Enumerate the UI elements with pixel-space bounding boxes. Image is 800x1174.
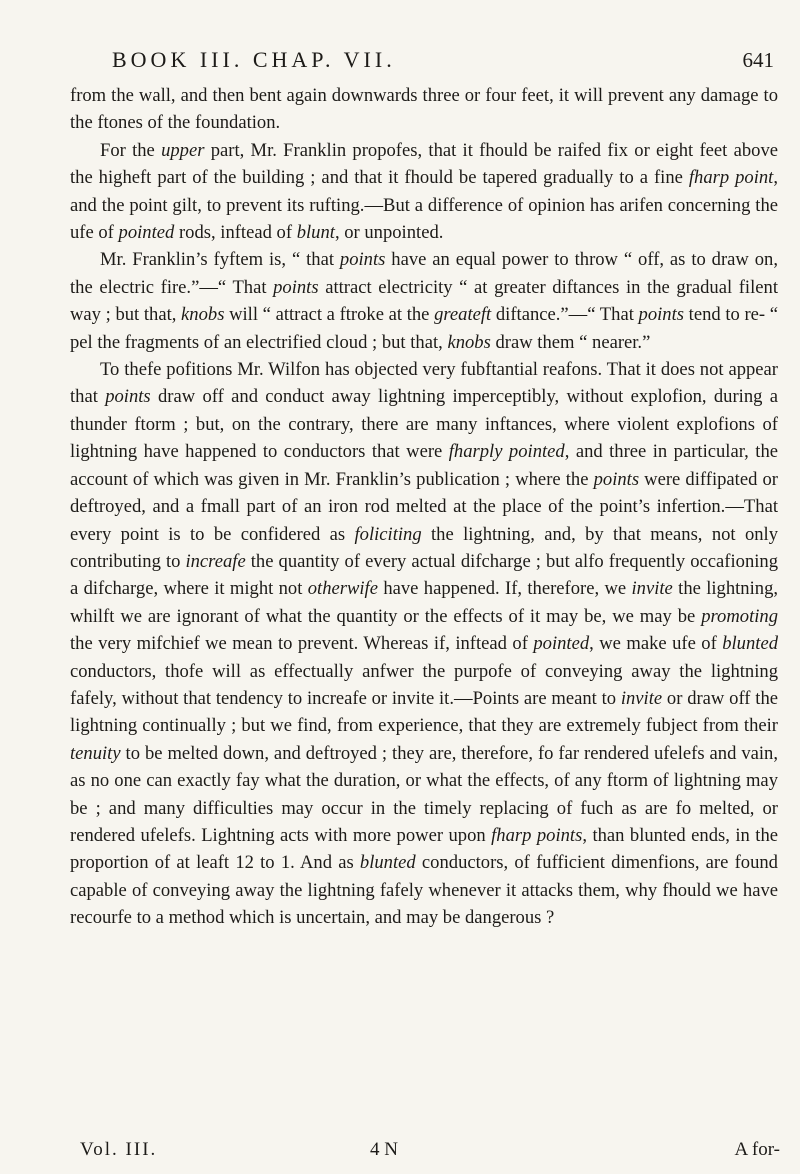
text-run: , we make ufe of — [589, 633, 723, 655]
page-number: 641 — [742, 48, 774, 72]
text-run: To thefe pofitions Mr. Wilfon has objected very fubftantial reafons. That it does not appear that — [70, 359, 778, 408]
italic-run: upper — [161, 139, 205, 161]
text-run: , than blunted ends, in the proportion of at leaft 12 to 1. And as — [70, 824, 778, 874]
text-run: will “ attract a ftroke at the — [224, 304, 435, 326]
text-run: have an equal power to throw “ off, as to draw on, the electric fire.”—“ That — [70, 249, 778, 298]
body-text — [70, 82, 778, 932]
italic-run: otherwife — [307, 578, 378, 600]
paragraph — [70, 137, 778, 247]
text-run: , and the point gilt, to prevent its rufting.—But a difference of opinion has arifen concerning the ufe of — [70, 167, 779, 244]
text-run: from the wall, and then bent again downwards three or four feet, it will prevent any damage to the ftones of the foundation. — [70, 85, 778, 134]
text-run: the quantity of every actual difcharge ; but alfo frequently occafioning a difcharge, where it might not — [70, 550, 778, 600]
text-run: draw them “ nearer.” — [490, 331, 651, 353]
text-run: have happened. If, therefore, we — [377, 578, 632, 600]
italic-run: points — [339, 249, 386, 271]
text-run: were diffipated or deftroyed, and a fmall part of an iron rod melted at the place of the point’s infertion.—That every point is to be confidered as — [70, 468, 778, 545]
page-header — [0, 10, 800, 70]
running-head: BOOK III. CHAP. VII. — [112, 47, 396, 72]
text-run: the lightning, and, by that means, not only contributing to — [70, 523, 779, 572]
text-run: Mr. Franklin’s fyftem is, “ that — [100, 249, 340, 271]
italic-run: fharply pointed — [448, 441, 565, 463]
italic-run: increafe — [185, 550, 246, 572]
text-run: the lightning, whilft we are ignorant of what the quantity or the effects of it may be, we may be — [70, 578, 779, 627]
text-run: conductors, thofe will as effectually anfwer the purpofe of conveying away the lightning fafely, without that tendency to increafe or invite it.—Points are meant to — [70, 660, 778, 709]
italic-run: points — [593, 468, 640, 490]
italic-run: greateft — [434, 304, 492, 326]
italic-run: tenuity — [70, 742, 121, 764]
text-run: part, Mr. Franklin propofes, that it fhould be raifed fix or eight feet above the higheft part of the building ; and that it fhould be tapered gradually to a fine — [70, 139, 778, 189]
italic-run: blunt — [296, 222, 335, 244]
text-run: draw off and conduct away lightning imperceptibly, without explofion, during a thunder ftorm ; but, on the contrary, there are many inftances, where violent explofions of lightning have happened to conductors that were — [70, 386, 778, 463]
catchword: A for- — [734, 1139, 780, 1160]
italic-run: promoting — [701, 605, 778, 627]
italic-run: points — [105, 386, 151, 408]
text-run: For the — [100, 139, 162, 161]
italic-run: foliciting — [354, 523, 422, 545]
italic-run: knobs — [181, 304, 225, 326]
italic-run: points — [638, 304, 685, 326]
text-run: or draw off the lightning continually ; but we find, from experience, that they are extremely fubject from their — [70, 687, 778, 737]
italic-run: fharp points — [491, 824, 583, 846]
paragraph — [70, 82, 778, 137]
italic-run: pointed — [533, 633, 590, 655]
signature-mark: 4 N — [370, 1139, 398, 1160]
text-run: , and three in particular, the account of which was given in Mr. Franklin’s publication ; where the — [70, 441, 778, 490]
text-run: conductors, of fufficient dimenfions, are found capable of conveying away the lightning fafely whenever it attacks them, why fhould we have recourfe to a method which is uncertain, and may be dangerous ? — [70, 852, 778, 929]
text-run: rods, inftead of — [174, 222, 297, 244]
italic-run: knobs — [447, 331, 491, 353]
italic-run: invite — [620, 687, 663, 709]
italic-run: fharp point — [688, 167, 774, 189]
italic-run: blunted — [722, 633, 778, 655]
page-footer — [70, 1139, 780, 1169]
paragraph — [70, 356, 778, 932]
text-run: tend to re- “ pel the fragments of an electrified cloud ; but that, — [70, 304, 778, 353]
text-run: , or unpointed. — [334, 222, 444, 244]
text-run: attract electricity “ at greater diftances in the gradual filent way ; but that, — [70, 276, 778, 326]
italic-run: points — [273, 276, 319, 298]
italic-run: pointed — [118, 222, 175, 244]
text-run: the very mifchief we mean to prevent. Whereas if, inftead of — [70, 633, 534, 655]
italic-run: blunted — [359, 852, 416, 874]
italic-run: invite — [631, 578, 673, 600]
volume-label: Vol. III. — [80, 1139, 158, 1160]
paragraph — [70, 246, 778, 356]
text-run: diftance.”—“ That — [491, 304, 639, 326]
text-run: to be melted down, and deftroyed ; they are, therefore, fo far rendered ufelefs and vain, as no one can exactly fay what the duration, or what the effects, of any ftorm of lightning may be ; and many difficulties may occur in the timely replacing of fuch as are fo melted, or rendered ufelefs. Lightning acts with more power upon — [70, 742, 778, 846]
